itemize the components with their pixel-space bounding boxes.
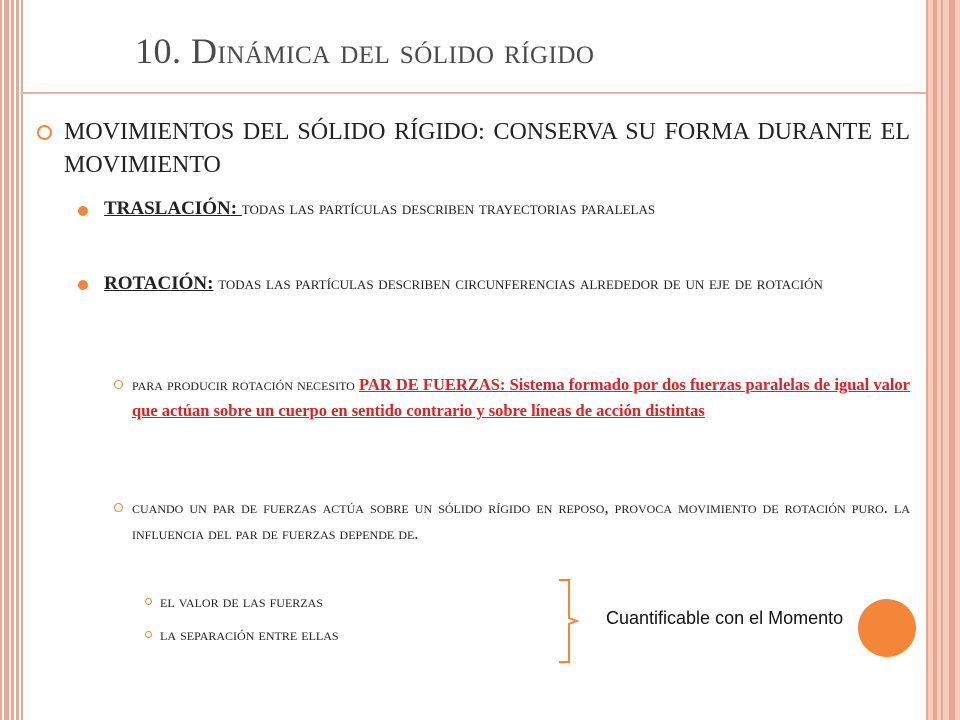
title-text: Dinámica del sólido rígido xyxy=(191,31,595,71)
title-number: 10. xyxy=(135,31,182,71)
title-divider xyxy=(22,92,926,94)
ring-bullet-icon xyxy=(114,503,123,512)
main-bullet-text: MOVIMIENTOS DEL SÓLIDO RÍGIDO: CONSERVA SU FORMA DURANTE EL MOVIMIENTO xyxy=(64,119,910,178)
ring-bullet-icon xyxy=(114,380,123,389)
small-ring-bullet-icon xyxy=(145,598,152,605)
curly-brace-icon xyxy=(555,578,581,664)
par-red-label: PAR DE FUERZAS: xyxy=(359,375,506,394)
traslacion-label: TRASLACIÓN: xyxy=(104,198,242,219)
orange-circle xyxy=(858,599,916,657)
small-ring-bullet-icon xyxy=(145,631,152,638)
left-stripe xyxy=(21,0,23,720)
par-red-text: Sistema formado por dos fuerzas paralelas de igual valor que actúan sobre un cuerpo en sentido contrario y sobre líneas de acción distintas xyxy=(132,375,911,420)
dot-bullet-icon xyxy=(78,206,88,216)
rotacion-item xyxy=(104,268,910,299)
sub-item-valor: el valor de las fuerzas xyxy=(160,592,323,611)
right-decor-line xyxy=(941,0,943,720)
par-item xyxy=(132,372,910,424)
left-stripe xyxy=(0,0,2,720)
ring-bullet-icon xyxy=(37,125,52,140)
right-decor-line xyxy=(926,0,928,720)
right-decor-line xyxy=(949,0,955,720)
callout-text: Cuantificable con el Momento xyxy=(606,608,844,628)
traslacion-item xyxy=(104,194,910,224)
traslacion-text: todas las partículas describen trayectorias paralelas xyxy=(241,198,656,219)
slide-title xyxy=(135,30,594,72)
left-stripe xyxy=(11,0,14,720)
cuando-item: cuando un par de fuerzas actúa sobre un sólido rígido en reposo, provoca movimiento de rotación puro. la influencia del par de fuerzas depende de. xyxy=(132,498,910,543)
rotacion-text: todas las partículas describen circunferencias alrededor de un eje de rotación xyxy=(213,273,823,294)
left-stripe xyxy=(16,0,19,720)
left-stripe xyxy=(4,0,9,720)
dot-bullet-icon xyxy=(78,280,88,290)
right-decor-line xyxy=(933,0,937,720)
par-text: para producir rotación necesito xyxy=(132,375,359,394)
sub-item-separacion: la separación entre ellas xyxy=(160,625,339,644)
rotacion-label: ROTACIÓN: xyxy=(104,273,214,294)
